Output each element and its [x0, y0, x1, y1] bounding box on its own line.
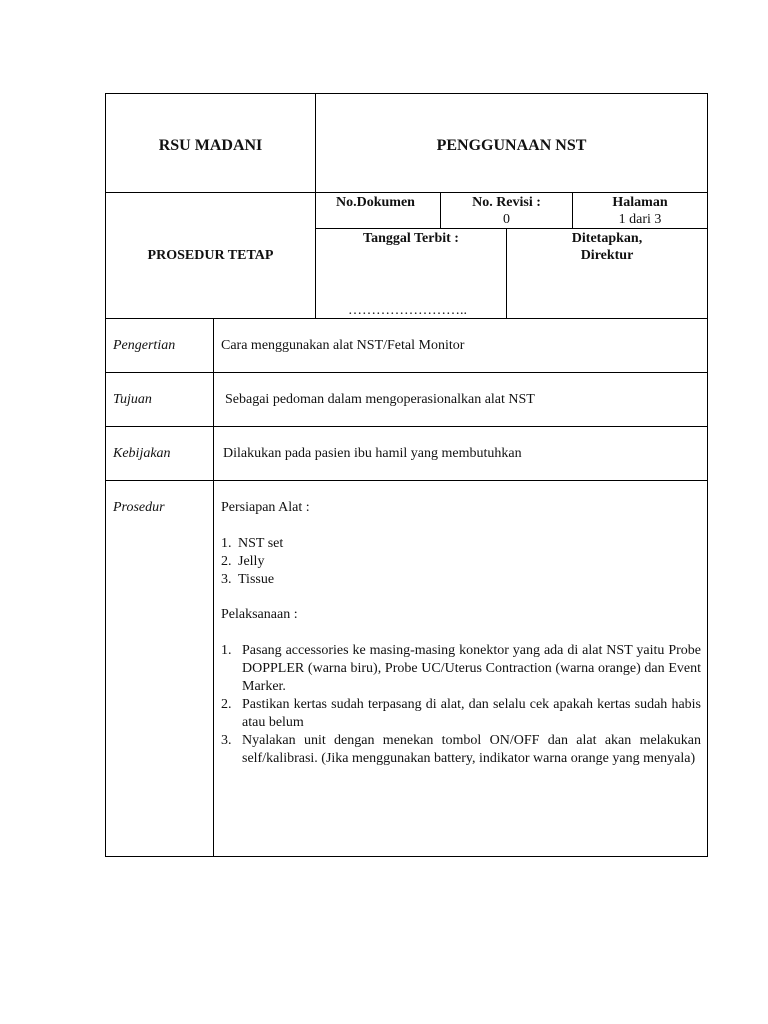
row-divider-2: [105, 372, 708, 373]
list-item: [221, 553, 421, 571]
document-title: PENGGUNAAN NST: [436, 137, 587, 154]
persiapan-title: Persiapan Alat :: [221, 500, 310, 515]
list-number: 2.: [221, 697, 232, 712]
halaman-value: 1 dari 3: [618, 212, 662, 227]
list-item: [221, 535, 421, 553]
prosedur-label: Prosedur: [113, 500, 165, 515]
border-bottom: [105, 856, 708, 857]
tujuan-label: Tujuan: [113, 392, 152, 407]
pelaksanaan-list: [221, 642, 701, 768]
no-revisi-label: No. Revisi :: [472, 195, 541, 210]
header-divider: [105, 192, 708, 193]
list-item-text: Pasang accessories ke masing-masing konektor yang ada di alat NST yaitu Probe DOPPLER (warna biru), Probe UC/Uterus Contraction (warna orange) dan Event Marker.: [242, 643, 701, 694]
kebijakan-text: Dilakukan pada pasien ibu hamil yang membutuhkan: [223, 446, 522, 461]
list-item-text: Jelly: [238, 554, 265, 569]
list-item-text: Tissue: [238, 572, 275, 587]
border-top: [105, 93, 708, 94]
row-divider-3: [105, 426, 708, 427]
list-item: [221, 571, 421, 589]
list-item: [221, 732, 701, 768]
border-right: [707, 93, 708, 857]
row-divider-4: [105, 480, 708, 481]
list-item: [221, 642, 701, 696]
persiapan-list: [221, 535, 421, 589]
pelaksanaan-title: Pelaksanaan :: [221, 607, 298, 622]
tanggal-terbit-label: Tanggal Terbit :: [363, 231, 459, 246]
halaman-label: Halaman: [612, 195, 668, 210]
label-column-divider: [213, 318, 214, 857]
list-item-text: Nyalakan unit dengan menekan tombol ON/OFF dan alat akan melakukan self/kalibrasi. (Jika menggunakan battery, indikator warna orange yang menyala): [242, 733, 701, 766]
tujuan-text: Sebagai pedoman dalam mengoperasionalkan alat NST: [225, 392, 535, 407]
pengertian-text: Cara menggunakan alat NST/Fetal Monitor: [221, 338, 465, 353]
kebijakan-label: Kebijakan: [113, 446, 171, 461]
no-dokumen-label: No.Dokumen: [336, 195, 415, 210]
list-item-text: Pastikan kertas sudah terpasang di alat, dan selalu cek apakah kertas sudah habis atau belum: [242, 697, 701, 730]
tanggal-terbit-value: ……………………..: [348, 303, 467, 318]
pengertian-label: Pengertian: [113, 338, 176, 353]
list-number: 2.: [221, 554, 232, 569]
list-item-text: NST set: [238, 536, 284, 551]
hospital-name: RSU MADANI: [158, 137, 263, 154]
list-number: 3.: [221, 572, 232, 587]
list-number: 1.: [221, 536, 232, 551]
header-vertical-divider: [315, 93, 316, 319]
no-revisi-value: 0: [503, 212, 510, 227]
ditetapkan-label: Ditetapkan,: [571, 231, 643, 246]
list-number: 1.: [221, 643, 232, 658]
list-number: 3.: [221, 733, 232, 748]
direktur-label: Direktur: [580, 248, 634, 263]
border-left: [105, 93, 106, 857]
list-item: [221, 696, 701, 732]
procedure-type: PROSEDUR TETAP: [147, 248, 274, 263]
